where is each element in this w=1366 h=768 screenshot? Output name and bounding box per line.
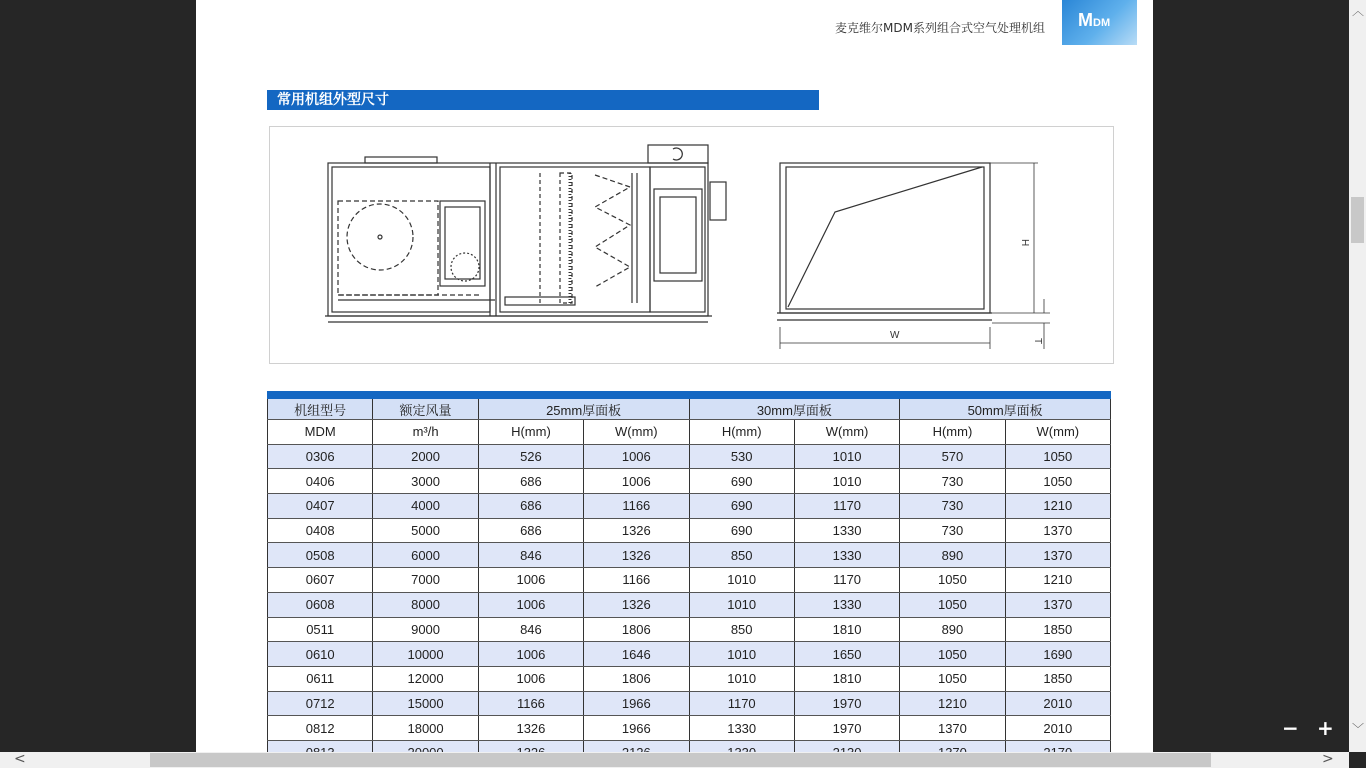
vertical-scrollbar[interactable] — [1349, 0, 1366, 752]
header-cell: 30mm厚面板 — [689, 399, 900, 420]
table-cell: 2000 — [373, 444, 478, 469]
drawing-fan-wheel — [347, 204, 413, 270]
table-cell: 0306 — [268, 444, 373, 469]
table-cell: 1170 — [689, 691, 794, 716]
table-cell: 10000 — [373, 642, 478, 667]
table-cell: 0406 — [268, 469, 373, 494]
drawing-casing — [328, 163, 708, 316]
table-row — [268, 716, 1111, 741]
header-cell: H(mm) — [689, 420, 794, 445]
table-cell: 730 — [900, 494, 1005, 519]
table-cell: 686 — [478, 518, 583, 543]
table-cell: 0408 — [268, 518, 373, 543]
table-cell: 1966 — [584, 716, 689, 741]
scroll-down-icon[interactable]: ﹀ — [1352, 722, 1365, 736]
table-row — [268, 666, 1111, 691]
table-cell: 1010 — [689, 592, 794, 617]
table-cell: 1210 — [900, 691, 1005, 716]
table-row — [268, 568, 1111, 593]
table-cell: 686 — [478, 469, 583, 494]
table-cell: 7000 — [373, 568, 478, 593]
table-cell: 5000 — [373, 518, 478, 543]
table-row — [268, 518, 1111, 543]
table-cell: 1326 — [584, 518, 689, 543]
table-cell: 1050 — [900, 592, 1005, 617]
header-cell: W(mm) — [794, 420, 899, 445]
drawing-side-view — [780, 163, 990, 313]
table-cell: 1050 — [1005, 444, 1110, 469]
table-cell: 1166 — [584, 568, 689, 593]
table-cell: 2010 — [1005, 716, 1110, 741]
table-cell: 15000 — [373, 691, 478, 716]
brand-header-text: 麦克维尔MDM系列组合式空气处理机组 — [835, 21, 1045, 35]
table-cell: 730 — [900, 469, 1005, 494]
table-cell: 0712 — [268, 691, 373, 716]
table-cell: 1006 — [584, 469, 689, 494]
table-cell: 530 — [689, 444, 794, 469]
header-cell: 机组型号 — [268, 399, 373, 420]
table-cell: 1370 — [1005, 592, 1110, 617]
mdm-logo — [1062, 0, 1137, 45]
header-cell: 25mm厚面板 — [478, 399, 689, 420]
zoom-in-button[interactable]: + — [1317, 716, 1334, 740]
table-cell: 1966 — [584, 691, 689, 716]
table-cell: 1330 — [689, 716, 794, 741]
drawing-label-t: T — [1032, 338, 1043, 345]
table-cell: 3000 — [373, 469, 478, 494]
table-cell: 1810 — [794, 617, 899, 642]
table-cell: 730 — [900, 518, 1005, 543]
table-cell: 1370 — [900, 716, 1005, 741]
header-cell: W(mm) — [1005, 420, 1110, 445]
table-cell: 1050 — [900, 666, 1005, 691]
table-cell: 1850 — [1005, 617, 1110, 642]
header-cell: 额定风量 — [373, 399, 478, 420]
table-cell: 1330 — [794, 543, 899, 568]
table-row — [268, 494, 1111, 519]
table-cell: 846 — [478, 617, 583, 642]
table-header-row-2 — [268, 420, 1111, 445]
table-cell: 1330 — [794, 518, 899, 543]
table-cell: 1006 — [478, 568, 583, 593]
table-cell: 1166 — [478, 691, 583, 716]
table-cell: 0610 — [268, 642, 373, 667]
table-cell: 1806 — [584, 666, 689, 691]
unit-dimension-drawing — [269, 126, 1114, 364]
table-header-row-1 — [268, 399, 1111, 420]
table-cell: 1010 — [689, 642, 794, 667]
table-cell: 1370 — [1005, 518, 1110, 543]
table-cell: 1050 — [1005, 469, 1110, 494]
table-cell: 1326 — [478, 716, 583, 741]
drawing-duct-collar — [365, 157, 437, 163]
table-row — [268, 617, 1111, 642]
table-cell: 12000 — [373, 666, 478, 691]
table-cell: 1006 — [478, 642, 583, 667]
table-cell: 1170 — [794, 494, 899, 519]
drawing-svg — [270, 127, 1113, 363]
document-page — [196, 0, 1153, 752]
table-cell: 0508 — [268, 543, 373, 568]
table-cell: 1210 — [1005, 568, 1110, 593]
table-cell: 1050 — [900, 568, 1005, 593]
table-cell: 1170 — [794, 568, 899, 593]
table-cell: 1810 — [794, 666, 899, 691]
table-row — [268, 543, 1111, 568]
table-row — [268, 642, 1111, 667]
header-cell: m³/h — [373, 420, 478, 445]
section-title: 常用机组外型尺寸 — [267, 90, 819, 110]
table-cell: 690 — [689, 494, 794, 519]
table-cell: 0611 — [268, 666, 373, 691]
table-cell: 1006 — [584, 444, 689, 469]
table-cell: 0812 — [268, 716, 373, 741]
table-cell: 1010 — [689, 568, 794, 593]
table-cell: 0607 — [268, 568, 373, 593]
table-cell: 0407 — [268, 494, 373, 519]
header-cell: H(mm) — [900, 420, 1005, 445]
table-cell: 1370 — [1005, 543, 1110, 568]
table-cell: 9000 — [373, 617, 478, 642]
table-cell: 890 — [900, 617, 1005, 642]
table-cell: 1330 — [794, 592, 899, 617]
table-cell: 1326 — [584, 592, 689, 617]
table-cell: 1806 — [584, 617, 689, 642]
table-cell: 1010 — [689, 666, 794, 691]
table-cell: 690 — [689, 518, 794, 543]
table-cell: 1006 — [478, 592, 583, 617]
table-cell: 890 — [900, 543, 1005, 568]
header-cell: W(mm) — [584, 420, 689, 445]
table-body — [268, 444, 1111, 765]
table-cell: 1970 — [794, 691, 899, 716]
horizontal-scroll-thumb[interactable] — [150, 753, 1211, 767]
header-cell: H(mm) — [478, 420, 583, 445]
table-cell: 6000 — [373, 543, 478, 568]
scroll-right-icon[interactable]: > — [1322, 751, 1334, 767]
table-cell: 846 — [478, 543, 583, 568]
table-cell: 8000 — [373, 592, 478, 617]
table-cell: 1850 — [1005, 666, 1110, 691]
header-cell: 50mm厚面板 — [900, 399, 1111, 420]
table-cell: 1970 — [794, 716, 899, 741]
table-cell: 570 — [900, 444, 1005, 469]
table-cell: 2010 — [1005, 691, 1110, 716]
table-cell: 0608 — [268, 592, 373, 617]
table-cell: 1210 — [1005, 494, 1110, 519]
drawing-label-w: W — [890, 330, 900, 341]
table-row — [268, 469, 1111, 494]
table-cell: 1010 — [794, 444, 899, 469]
table-cell: 1006 — [478, 666, 583, 691]
table-cell: 686 — [478, 494, 583, 519]
table-row — [268, 592, 1111, 617]
table-cell: 690 — [689, 469, 794, 494]
header-cell: MDM — [268, 420, 373, 445]
table-cell: 1650 — [794, 642, 899, 667]
table-cell: 850 — [689, 617, 794, 642]
table-row — [268, 444, 1111, 469]
table-row — [268, 691, 1111, 716]
logo-sub: DM — [1093, 17, 1111, 29]
dimension-table — [267, 391, 1111, 766]
table-cell: 850 — [689, 543, 794, 568]
zoom-out-button[interactable]: − — [1282, 716, 1299, 740]
scroll-left-icon[interactable]: < — [14, 751, 26, 767]
table-cell: 0511 — [268, 617, 373, 642]
table-cell: 1690 — [1005, 642, 1110, 667]
table-cell: 1050 — [900, 642, 1005, 667]
table-cell: 1010 — [794, 469, 899, 494]
logo-text: M — [1078, 10, 1093, 30]
table-cell: 1166 — [584, 494, 689, 519]
scroll-up-icon[interactable]: ︿ — [1352, 4, 1365, 18]
table-cell: 1326 — [584, 543, 689, 568]
table-cell: 18000 — [373, 716, 478, 741]
vertical-scroll-thumb[interactable] — [1351, 197, 1364, 243]
table-cell: 1646 — [584, 642, 689, 667]
table-top-bar — [267, 391, 1111, 399]
table-cell: 4000 — [373, 494, 478, 519]
table-cell: 526 — [478, 444, 583, 469]
drawing-motor — [451, 253, 479, 281]
drawing-label-h: H — [1019, 239, 1030, 247]
